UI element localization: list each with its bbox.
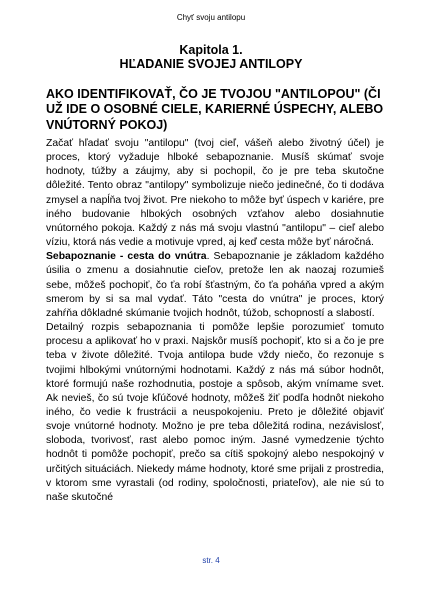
paragraph-self-knowledge — [46, 250, 384, 321]
chapter-number: Kapitola 1. — [179, 43, 243, 57]
running-header: Chyť svoju antilopu — [176, 13, 246, 22]
paragraph-detail: Detailný rozpis sebapoznania ti pomôže lepšie porozumieť tomuto procesu a aplikovať ho v praxi. Najskôr musíš pochopiť, kto si a čo je pre teba v živote dôležité. Tvoja antilopa bude vždy niečo, čo rezonuje s tvojimi hlbokými vnútornými hodnotami. Každý z nás má súbor hodnôt, ktoré formujú naše rozhodnutia, postoje a spôsob, akým vnímame svet. Ak nevieš, čo sú tvoje kľúčové hodnoty, môžeš žiť podľa hodnôt niekoho iného, čo vedie k frustrácii a neuspokojeniu. Preto je dôležité objaviť svoje vnútorné hodnoty. Možno je pre teba dôležitá rodina, nezávislosť, sloboda, tvorivosť, rast alebo pomoc iným. Jasné vymedzenie týchto hodnôt ti pomôže pochopiť, prečo sa cítiš spokojný alebo nespokojný v určitých situáciách. Niekedy máme hodnoty, ktoré sme prijali z prostredia, v ktorom sme vyrastali (od rodiny, spoločnosti, priateľov), ale nie sú to naše skutočné — [46, 322, 384, 503]
paragraph-lead-bold: Sebapoznanie - cesta do vnútra — [46, 251, 207, 263]
paragraph-intro: Začať hľadať svoju "antilopu" (tvoj cieľ, vášeň alebo životný účel) je proces, ktorý vyžaduje hlboké sebapoznanie. Musíš skúmať svoje hodnoty, túžby a záujmy, aby si pochopil, čo je pre teba skutočne dôležité. Tento obraz "antilopy" symbolizuje niečo jedinečné, čo ti dodáva zmysel a napĺňa tvoj život. Pre niekoho to môže byť úspech v kariére, pre iného budovanie hlbokých osobných vzťahov alebo dosiahnutie vnútorného pokoja. Každý z nás má svoju vlastnú "antilopu" – cieľ alebo víziu, ktorá nás vedie a motivuje vpred, aj keď cesta môže byť náročná. — [46, 138, 384, 249]
section-heading: AKO IDENTIFIKOVAŤ, ČO JE TVOJOU "ANTILOPOU" (ČI UŽ IDE O OSOBNÉ CIELE, KARIERNÉ ÚSPECHY, ALEBO VNÚTORNÝ POKOJ) — [46, 87, 384, 132]
paragraph-lead-continuation: . Sebapoznanie je základom každého úsilia o zmenu a dosiahnutie cieľov, pretože len ak naozaj rozumieš sebe, môžeš pochopiť, čo ťa robí šťastným, čo ťa poháňa vpred a akým smerom by si sa mal vydať. Táto "cesta do vnútra" je proces, ktorý zahŕňa dôkladné skúmanie tvojich hodnôt, túžob, schopností a slabostí. — [46, 251, 384, 319]
page-number: str. 4 — [202, 556, 220, 565]
body-text — [46, 137, 384, 505]
chapter-title: HĽADANIE SVOJEJ ANTILOPY — [119, 57, 303, 71]
